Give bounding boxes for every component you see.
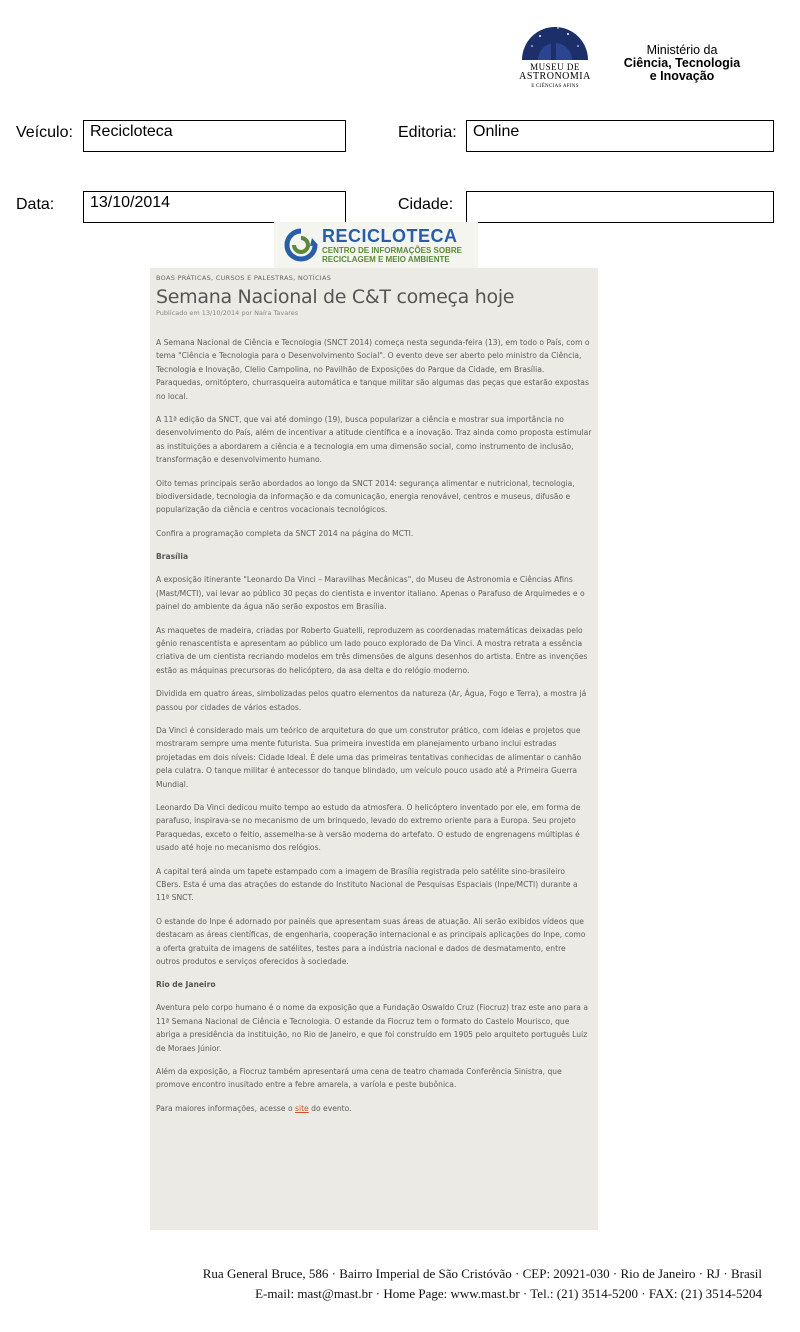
recycle-icon (284, 228, 318, 262)
final-text-before: Para maiores informações, acesse o (156, 1103, 296, 1113)
ministerio-line2: Ciência, Tecnologia (623, 56, 741, 70)
article-paragraph-final (156, 1102, 592, 1115)
museu-logo-line2: ASTRONOMIA (519, 71, 591, 82)
data-field[interactable]: 13/10/2014 (83, 191, 346, 223)
observatory-dome-icon (518, 22, 592, 62)
recicloteca-logo (274, 222, 478, 269)
article-paragraph: O estande do Inpe é adornado por painéis que apresentam suas áreas de atuação. Ali serão exibidos vídeos que destacam as áreas científicas, de engenharia, cooperação internacional e as principais aplicações do Inpe, como a oferta gratuita de imagens de satélites, testes para a indústria nacional e dados de desmatamento, entre outros produtos e serviços oferecidos à sociedade. (156, 916, 586, 967)
cidade-field[interactable] (466, 191, 774, 223)
recicloteca-sub2: RECICLAGEM E MEIO AMBIENTE (322, 255, 450, 264)
data-label: Data: (16, 196, 55, 213)
article-paragraph: Aventura pelo corpo humano é o nome da exposição que a Fundação Oswaldo Cruz (Fiocruz) traz este ano para a 11ª Semana Nacional de Ciência e Tecnologia. O estande da Fiocruz tem o formato do Castelo Mourisco, que abriga a presidência da instituição, no Rio de Janeiro, e que foi construído em 1905 pelo arquiteto português Luiz de Moraes Júnior. (156, 1003, 589, 1053)
article-categories[interactable]: BOAS PRÁTICAS, CURSOS E PALESTRAS, NOTÍCIAS (156, 274, 332, 282)
article-byline: Publicado em 13/10/2014 por Naíra Tavares (156, 309, 299, 317)
museu-astronomia-logo (518, 22, 592, 96)
ministerio-line1: Ministério da (646, 43, 718, 57)
veiculo-label: Veículo: (16, 124, 73, 141)
article-paragraph: Da Vinci é considerado mais um teórico de arquitetura do que um construtor prático, com ideias e projetos que mostraram sempre uma mente futurista. Sua primeira investida em planejamento urbano inclui estradas projetadas em dois níveis: Cidade Ideal. É dele uma das primeiras tentativas conhecidas de alimentar o canhão pela culatra. O tanque militar é antecessor do tanque blindado, um veículo pouco usado até a Primeira Guerra Mundial. (156, 725, 582, 789)
recicloteca-name: RECICLOTECA (322, 226, 458, 246)
article-title[interactable]: Semana Nacional de C&T começa hoje (156, 286, 515, 308)
ministerio-logo (612, 44, 752, 83)
veiculo-field[interactable]: Recicloteca (83, 120, 346, 152)
article-panel (150, 268, 598, 1230)
museu-logo-line3: E CIÊNCIAS AFINS (531, 84, 579, 89)
article-paragraph: A Semana Nacional de Ciência e Tecnologia (SNCT 2014) começa nesta segunda-feira (13), em todo o País, com o tema "Ciência e Tecnologia para o Desenvolvimento Social". O evento deve ser aberto pelo ministro da Ciência, Tecnologia e Inovação, Clelio Campolina, no Pavilhão de Exposições do Parque da Cidade, em Brasília. Paraquedas, ornitóptero, churrasqueira automática e tanque militar são algumas das peças que estarão expostas no local. (156, 338, 590, 401)
recicloteca-subtitle (322, 246, 462, 264)
footer-contact: E-mail: mast@mast.br · Home Page: www.mast.br · Tel.: (21) 3514-5200 · FAX: (21) 3514-5204 (255, 1286, 762, 1301)
article-paragraph: Leonardo Da Vinci dedicou muito tempo ao estudo da atmosfera. O helicóptero inventado por ele, em forma de parafuso, inspirava-se no mecanismo de um brinquedo, levado do extremo oriente para a Europa. Seu projeto Paraquedas, exceto o feitio, assemelha-se à versão moderna do artefato. O estudo de engrenagens múltiplas é usado até hoje no mecanismo dos relógios. (156, 802, 581, 853)
museu-logo-line1: MUSEU DE (530, 62, 580, 72)
subheading-brasilia: Brasília (156, 552, 189, 562)
footer-address: Rua General Bruce, 586 · Bairro Imperial de São Cristóvão · CEP: 20921-030 · Rio de Janeiro · RJ · Brasil (202, 1266, 762, 1281)
subheading-rio: Rio de Janeiro (156, 980, 216, 990)
final-text-after: do evento. (308, 1103, 352, 1113)
article-paragraph: Dividida em quatro áreas, simbolizadas pelos quatro elementos da natureza (Ar, Água, Fogo e Terra), a mostra já passou por cidades de vários estados. (156, 689, 587, 712)
article-paragraph: Oito temas principais serão abordados ao longo da SNCT 2014: segurança alimentar e nutricional, tecnologia, biodiversidade, tecnologia da informação e da comunicação, energia renovável, centros e museus, difusão e popularização da ciência e centros vocacionais tecnológicos. (156, 478, 575, 515)
article-paragraph: A capital terá ainda um tapete estampado com a imagem de Brasília registrada pelo satélite sino-brasileiro CBers. Esta é uma das atrações do estande do Instituto Nacional de Pesquisas Espaciais (Inpe/MCTI) durante a 11ª SNCT. (156, 866, 578, 903)
article-paragraph: As maquetes de madeira, criadas por Roberto Guatelli, reproduzem as coordenadas matemáticas deixadas pelo gênio renascentista e apresentam ao público um lado pouco explorado de Da Vinci. A mostra retrata a essência criativa de um cientista recriando modelos em três dimensões de alguns desenhos do artista. Entre as invenções estão as máquinas precursoras do helicóptero, da asa delta e do relógio moderno. (156, 625, 588, 675)
editoria-label: Editoria: (398, 124, 457, 141)
article-paragraph: A exposição itinerante "Leonardo Da Vinci – Maravilhas Mecânicas", do Museu de Astronomia e Ciências Afins (Mast/MCTI), vai levar ao público 30 peças do cientista e inventor italiano. Apenas o Parafuso de Arquimedes e o painel do ambiente da água não serão expostos em Brasília. (156, 575, 585, 612)
article-paragraph: Além da exposição, a Fiocruz também apresentará uma cena de teatro chamada Conferência Sinistra, que promove encontro inusitado entre a febre amarela, a varíola e peste bubônica. (156, 1067, 562, 1090)
article-paragraph: A 11ª edição da SNCT, que vai até domingo (19), busca popularizar a ciência e mostrar sua importância no desenvolvimento do País, além de incentivar a atitude científica e a inovação. Traz ainda como proposta estimular as instituições a abordarem a ciência e a tecnologia em uma dimensão social, como instrumento de inclusão, transformação e desenvolvimento humano. (156, 415, 592, 465)
editoria-field[interactable]: Online (466, 120, 774, 152)
article-paragraph: Confira a programação completa da SNCT 2014 na página do MCTI. (156, 528, 414, 538)
cidade-label: Cidade: (398, 196, 454, 213)
recicloteca-sub1: CENTRO DE INFORMAÇÕES SOBRE (322, 246, 463, 255)
event-site-link[interactable]: site (295, 1103, 309, 1113)
ministerio-line3: e Inovação (649, 69, 715, 83)
